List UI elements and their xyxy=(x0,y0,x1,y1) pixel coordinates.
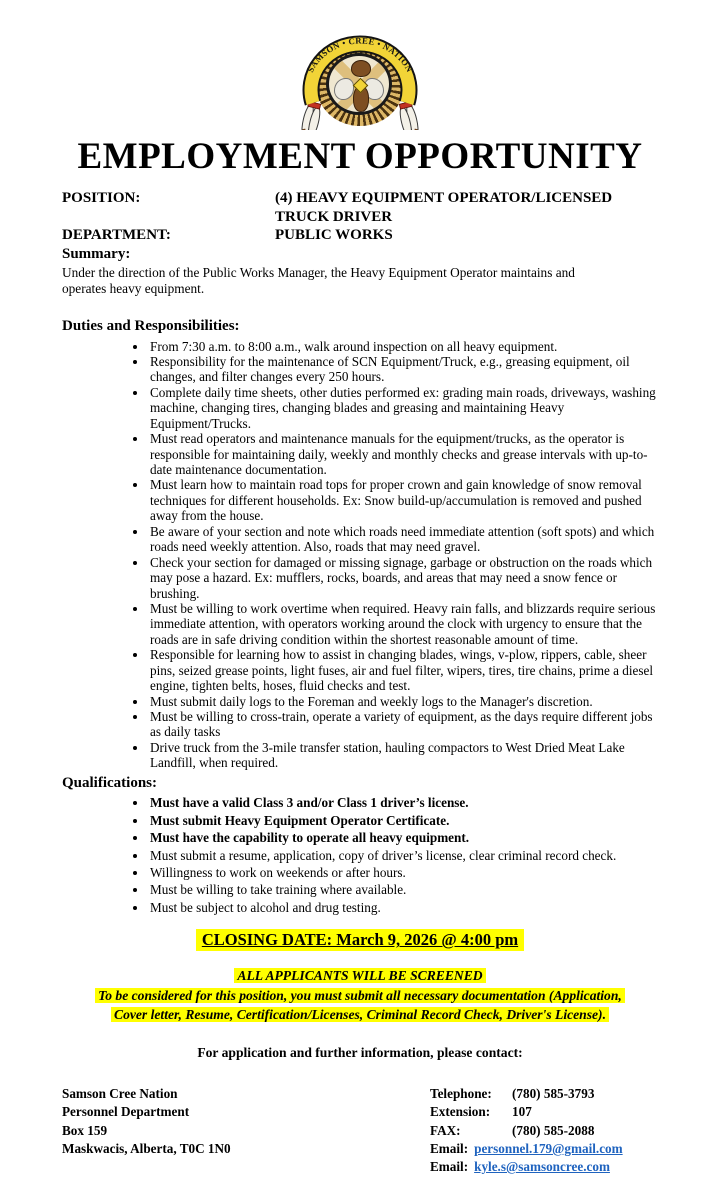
duties-item: • Drive truck from the 3-mile transfer station, hauling compactors to West Dried Meat Lake Landfill, when required. xyxy=(148,740,658,771)
email-link-personnel[interactable]: personnel.179@gmail.com xyxy=(474,1140,623,1156)
qualification-item: • Must submit a resume, application, copy of driver’s license, clear criminal record check. xyxy=(148,848,658,863)
contact-address xyxy=(62,1085,430,1176)
duties-item: • Must submit daily logs to the Foreman and weekly logs to the Manager's discretion. xyxy=(148,694,658,709)
duties-item: • Complete daily time sheets, other duties performed ex: grading main roads, driveways, washing machine, changing tires, changing blades and greasing and maintaining Heavy Equipment/Trucks. xyxy=(148,385,658,431)
position-label: POSITION: xyxy=(62,189,141,206)
position-row xyxy=(62,189,658,227)
email-row-1: Email: personnel.179@gmail.com xyxy=(430,1140,658,1158)
qualifications-list xyxy=(62,795,658,915)
page-title: EMPLOYMENT OPPORTUNITY xyxy=(77,136,643,177)
qualification-item: • Must be subject to alcohol and drug testing. xyxy=(148,900,658,915)
duties-item: • Responsible for learning how to assist in changing blades, wings, v-plow, rippers, cable, sheer pins, seized grease points, light fuses, air and fuel filter, wipers, tires, tire chains, prime a diesel engine, tighten belts, hoses, fluid checks and test. xyxy=(148,647,658,693)
contact-block xyxy=(62,1085,658,1176)
qualification-item: • Must have the capability to operate all heavy equipment. xyxy=(148,830,658,845)
org-box: Box 159 xyxy=(62,1122,108,1138)
qualifications-heading: Qualifications: xyxy=(62,774,158,791)
department-value: PUBLIC WORKS xyxy=(275,227,393,244)
summary-body: Under the direction of the Public Works Manager, the Heavy Equipment Operator maintains and operates heavy equipment. xyxy=(62,264,575,296)
screening-notice xyxy=(62,966,658,1024)
extension-number: 107 xyxy=(512,1104,532,1120)
position-value: (4) HEAVY EQUIPMENT OPERATOR/LICENSED TRUCK DRIVER xyxy=(275,189,613,225)
qualification-item: • Must submit Heavy Equipment Operator Certificate. xyxy=(148,813,658,828)
qualification-item: • Willingness to work on weekends or after hours. xyxy=(148,865,658,880)
fax-row: FAX: (780) 585-2088 xyxy=(430,1122,658,1140)
summary-heading: Summary: xyxy=(62,246,131,263)
contact-intro: For application and further information, please contact: xyxy=(197,1045,523,1061)
duties-item: • Must be willing to cross-train, operate a variety of equipment, as the days require different jobs as daily tasks xyxy=(148,709,658,740)
duties-item: • Must be willing to work overtime when required. Heavy rain falls, and blizzards require serious immediate attention, with operators working around the clock with urgency to ensure that the roads are in safe driving condition within the shortest reasonable amount of time. xyxy=(148,601,658,647)
samson-cree-nation-logo xyxy=(297,34,423,130)
duties-item: • Check your section for damaged or missing signage, garbage or obstruction on the roads which may pose a hazard. Ex: mufflers, rocks, boards, and areas that may need a snow fence or brushing. xyxy=(148,555,658,601)
email-row-2: Email: kyle.s@samsoncree.com xyxy=(430,1158,658,1176)
screening-line3: Cover letter, Resume, Certification/Licenses, Criminal Record Check, Driver's License). xyxy=(111,1007,609,1022)
duties-heading: Duties and Responsibilities: xyxy=(62,318,240,335)
duties-list xyxy=(62,339,658,771)
closing-date: CLOSING DATE: March 9, 2026 @ 4:00 pm xyxy=(196,929,524,951)
duties-item: • Be aware of your section and note which roads need immediate attention (soft spots) and which roads need weekly attention. Also, roads that may need gravel. xyxy=(148,524,658,555)
duties-item: • Responsibility for the maintenance of SCN Equipment/Truck, e.g., greasing equipment, oil changes, and filter changes every 250 hours. xyxy=(148,354,658,385)
contact-details xyxy=(430,1085,658,1176)
department-label: DEPARTMENT: xyxy=(62,227,171,244)
telephone-number: (780) 585-3793 xyxy=(512,1086,595,1102)
email-link-kyle[interactable]: kyle.s@samsoncree.com xyxy=(474,1159,610,1175)
screening-line2: To be considered for this position, you must submit all necessary documentation (Application, xyxy=(95,988,625,1003)
closing-date-row xyxy=(62,929,658,951)
qualification-item: • Must be willing to take training where available. xyxy=(148,882,658,897)
extension-row: Extension: 107 xyxy=(430,1103,658,1121)
logo-arc-text: SAMSON • CREE • NATION xyxy=(305,35,415,74)
telephone-row: Telephone: (780) 585-3793 xyxy=(430,1085,658,1103)
fax-number: (780) 585-2088 xyxy=(512,1122,595,1138)
duties-item: • Must learn how to maintain road tops for proper crown and gain knowledge of snow removal techniques for different households. Ex: Snow build-up/accumulation is removed and pushed away from the house. xyxy=(148,477,658,523)
logo-arc-and-feathers xyxy=(297,34,423,130)
org-department: Personnel Department xyxy=(62,1104,190,1120)
duties-item: • Must read operators and maintenance manuals for the equipment/trucks, as the operator is responsible for maintaining daily, weekly and monthly checks and grease intervals with up-to-date maintenance documentation. xyxy=(148,431,658,477)
qualification-item: • Must have a valid Class 3 and/or Class 1 driver’s license. xyxy=(148,795,658,810)
org-name: Samson Cree Nation xyxy=(62,1086,178,1102)
department-row xyxy=(62,226,658,245)
duties-item: • From 7:30 a.m. to 8:00 a.m., walk around inspection on all heavy equipment. xyxy=(148,339,658,354)
screening-line1: ALL APPLICANTS WILL BE SCREENED xyxy=(234,968,485,983)
org-city: Maskwacis, Alberta, T0C 1N0 xyxy=(62,1140,231,1156)
